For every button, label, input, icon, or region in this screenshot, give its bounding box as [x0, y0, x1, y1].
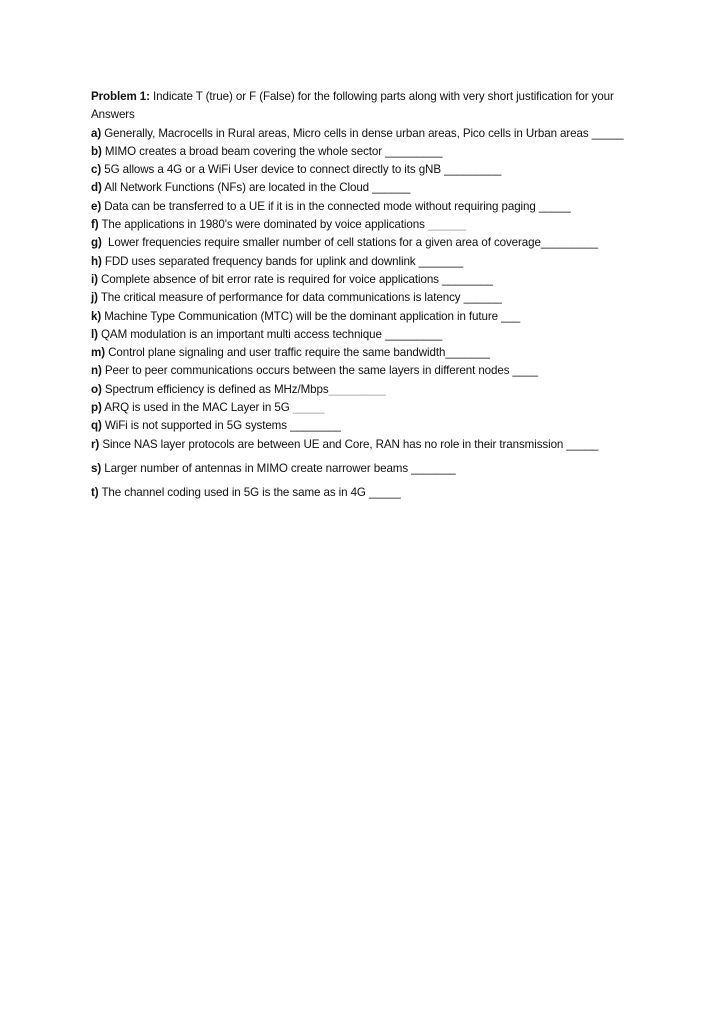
- question-text: Machine Type Communication (MTC) will be the dominant application in future: [104, 309, 498, 323]
- answer-blank[interactable]: _________: [540, 236, 598, 250]
- question-tag: g): [91, 236, 102, 250]
- question-a: [91, 125, 651, 143]
- question-text: MIMO creates a broad beam covering the whole sector: [104, 144, 383, 158]
- answer-blank[interactable]: ______: [463, 291, 502, 305]
- question-text: Spectrum efficiency is defined as MHz/Mbps: [104, 382, 329, 396]
- answer-blank[interactable]: ____: [512, 364, 538, 378]
- answer-blank[interactable]: _______: [418, 254, 464, 268]
- question-tag: i): [91, 272, 98, 286]
- question-tag: j): [91, 291, 98, 305]
- question-tag: a): [91, 126, 102, 140]
- question-h: [91, 253, 651, 271]
- question-p: [91, 399, 651, 417]
- question-text: 5G allows a 4G or a WiFi User device to connect directly to its gNB: [104, 163, 441, 177]
- document-page: [91, 88, 651, 503]
- question-m: [91, 344, 651, 362]
- question-r: [91, 436, 651, 454]
- answer-blank[interactable]: _____: [368, 486, 401, 500]
- question-tag: c): [91, 163, 102, 177]
- question-tag: o): [91, 382, 102, 396]
- question-j: [91, 289, 651, 307]
- answer-blank[interactable]: _____: [566, 437, 599, 451]
- question-text: Lower frequencies require smaller number of cell stations for a given area of coverage: [108, 236, 541, 250]
- question-tag: q): [91, 419, 102, 433]
- question-text: Since NAS layer protocols are between UE and Core, RAN has no role in their transmission: [102, 437, 564, 451]
- question-tag: n): [91, 364, 102, 378]
- question-text: Larger number of antennas in MIMO create narrower beams: [104, 461, 409, 475]
- question-text: The critical measure of performance for data communications is latency: [100, 291, 461, 305]
- question-tag: m): [91, 346, 105, 360]
- question-tag: h): [91, 254, 102, 268]
- question-f: [91, 216, 651, 234]
- question-d: [91, 179, 651, 197]
- answer-blank[interactable]: ______: [372, 181, 411, 195]
- answer-blank[interactable]: _________: [385, 144, 443, 158]
- question-tag: p): [91, 401, 102, 415]
- question-text: Complete absence of bit error rate is required for voice applications: [101, 272, 439, 286]
- question-tag: t): [91, 486, 99, 500]
- question-text: Generally, Macrocells in Rural areas, Micro cells in dense urban areas, Pico cells in Urban areas: [104, 126, 589, 140]
- question-text: The channel coding used in 5G is the same as in 4G: [101, 486, 366, 500]
- question-tag: l): [91, 327, 98, 341]
- question-tag: f): [91, 218, 99, 232]
- answer-blank[interactable]: _________: [328, 382, 386, 396]
- answer-blank[interactable]: _________: [384, 327, 443, 341]
- question-tag: r): [91, 437, 100, 451]
- answer-blank[interactable]: _____: [292, 401, 325, 415]
- problem-heading: [91, 88, 651, 125]
- question-s: [91, 460, 651, 478]
- question-text: WiFi is not supported in 5G systems: [104, 419, 287, 433]
- problem-label: Problem 1:: [91, 90, 150, 103]
- question-text: Data can be transferred to a UE if it is in the connected mode without requiring paging: [104, 199, 536, 213]
- answer-blank[interactable]: _____: [538, 199, 571, 213]
- question-g: [91, 234, 651, 252]
- question-q: [91, 417, 651, 435]
- question-text: The applications in 1980's were dominated by voice applications: [101, 218, 425, 232]
- question-l: [91, 326, 651, 344]
- question-text: QAM modulation is an important multi access technique: [101, 327, 382, 341]
- question-i: [91, 271, 651, 289]
- answer-blank[interactable]: _________: [444, 163, 502, 177]
- question-text: FDD uses separated frequency bands for uplink and downlink: [104, 254, 416, 268]
- answer-blank[interactable]: ________: [442, 272, 493, 286]
- answer-blank[interactable]: _______: [445, 346, 490, 360]
- answer-blank[interactable]: ______: [427, 218, 466, 232]
- question-text: Peer to peer communications occurs between the same layers in different nodes: [104, 364, 510, 378]
- question-tag: s): [91, 461, 102, 475]
- question-e: [91, 198, 651, 216]
- question-t: [91, 484, 651, 502]
- question-b: [91, 143, 651, 161]
- question-text: ARQ is used in the MAC Layer in 5G: [104, 401, 290, 415]
- question-tag: d): [91, 181, 102, 195]
- question-n: [91, 362, 651, 380]
- problem-instructions: Indicate T (true) or F (False) for the following parts along with very short justification for your Answers: [91, 90, 614, 122]
- question-tag: k): [91, 309, 102, 323]
- answer-blank[interactable]: _______: [411, 461, 456, 475]
- question-c: [91, 161, 651, 179]
- question-k: [91, 308, 651, 326]
- question-tag: e): [91, 199, 102, 213]
- question-tag: b): [91, 144, 102, 158]
- answer-blank[interactable]: ___: [501, 309, 521, 323]
- question-o: [91, 381, 651, 399]
- question-text: All Network Functions (NFs) are located in the Cloud: [104, 181, 370, 195]
- answer-blank[interactable]: _____: [591, 126, 624, 140]
- answer-blank[interactable]: ________: [290, 419, 341, 433]
- question-text: Control plane signaling and user traffic require the same bandwidth: [108, 346, 446, 360]
